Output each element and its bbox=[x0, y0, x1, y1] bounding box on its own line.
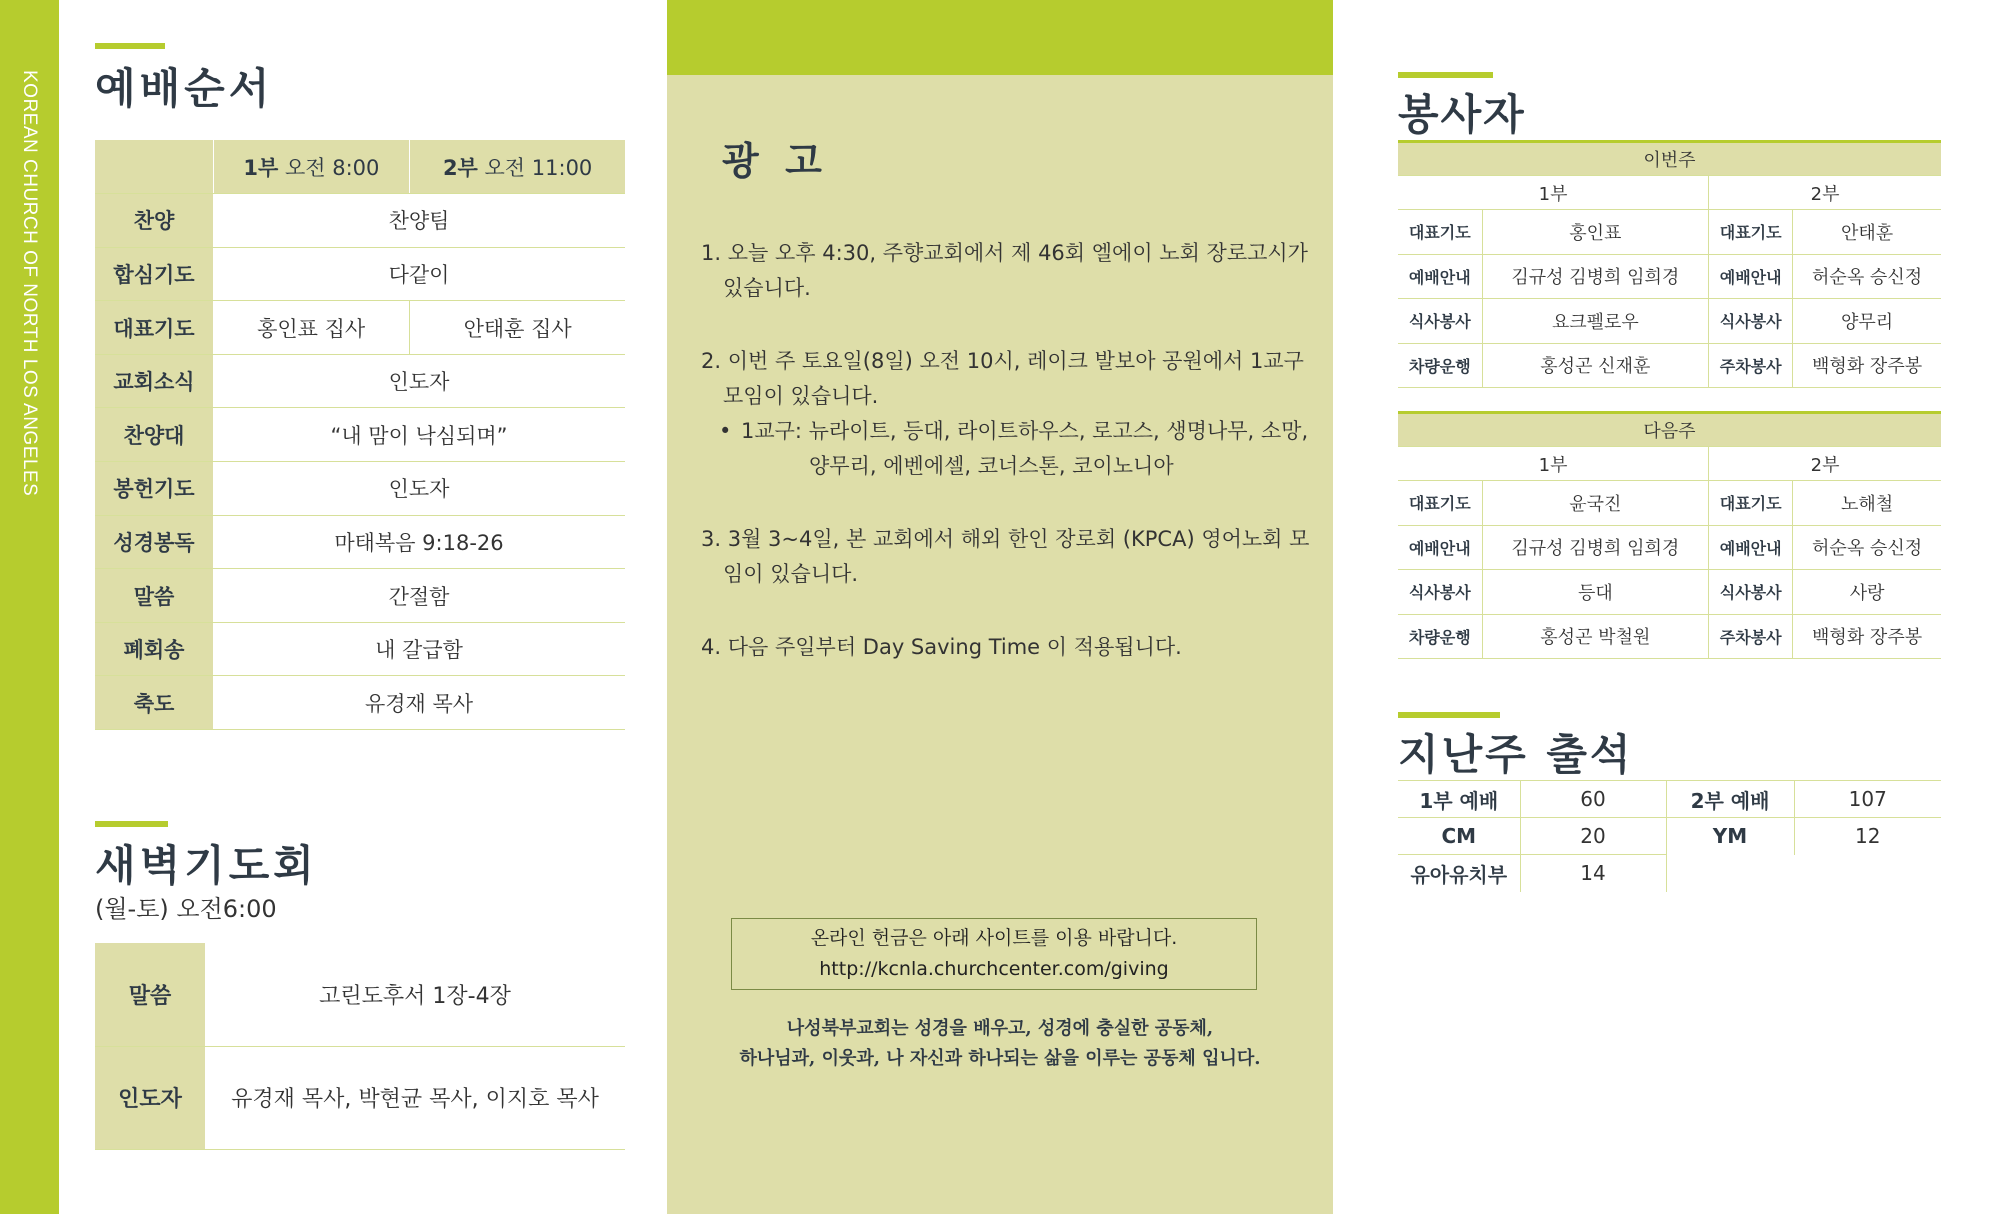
list-item: 2. 이번 주 토요일(8일) 오전 10시, 레이크 발보아 공원에서 1교구 모임이 있습니다. bbox=[701, 349, 1304, 408]
accent-line bbox=[95, 43, 165, 49]
attendance-title: 지난주 출석 bbox=[1398, 730, 1634, 779]
table-row bbox=[1398, 343, 1941, 388]
role-label: 주차봉사 bbox=[1709, 343, 1793, 388]
header-part2: 2부 오전 11:00 bbox=[410, 140, 625, 194]
role-label: 예배안내 bbox=[1398, 254, 1482, 299]
online-giving-box bbox=[731, 918, 1257, 990]
row-value: “내 맘이 낙심되며” bbox=[213, 408, 625, 462]
dawn-prayer-table bbox=[95, 943, 625, 1150]
banner-row bbox=[1398, 142, 1941, 176]
row-label: 말씀 bbox=[95, 569, 213, 623]
header-empty bbox=[95, 140, 213, 194]
table-row bbox=[95, 194, 625, 248]
table-row bbox=[95, 354, 625, 408]
table-header-row bbox=[95, 140, 625, 194]
giving-link[interactable]: http://kcnla.churchcenter.com/giving bbox=[819, 958, 1169, 980]
table-row bbox=[1398, 525, 1941, 570]
row-value: 유경재 목사 bbox=[213, 676, 625, 730]
volunteer-name: 노해철 bbox=[1793, 481, 1941, 526]
row-value: 고린도후서 1장-4장 bbox=[205, 943, 625, 1046]
church-name-vertical: KOREAN CHURCH OF NORTH LOS ANGELES bbox=[19, 70, 40, 497]
table-row bbox=[95, 569, 625, 623]
role-label: 대표기도 bbox=[1398, 481, 1482, 526]
row-value: 인도자 bbox=[213, 462, 625, 516]
announcement-panel bbox=[667, 0, 1333, 1214]
list-item: 4. 다음 주일부터 Day Saving Time 이 적용됩니다. bbox=[701, 635, 1182, 659]
announcement-list bbox=[701, 236, 1311, 703]
volunteer-name: 백형화 장주봉 bbox=[1793, 614, 1941, 659]
volunteer-name: 허순옥 승신정 bbox=[1793, 525, 1941, 570]
attendance-count: 12 bbox=[1794, 818, 1941, 855]
table-row bbox=[95, 622, 625, 676]
table-row bbox=[1398, 818, 1941, 855]
list-subitem bbox=[701, 414, 1311, 484]
table-row bbox=[1398, 570, 1941, 615]
role-label: 예배안내 bbox=[1398, 525, 1482, 570]
giving-text: 온라인 헌금은 아래 사이트를 이용 바랍니다. bbox=[810, 927, 1178, 949]
attendance-count: 107 bbox=[1794, 781, 1941, 818]
row-label: 말씀 bbox=[95, 943, 205, 1046]
table-row bbox=[95, 515, 625, 569]
row-label: 합심기도 bbox=[95, 247, 213, 301]
announcement-title: 광 고 bbox=[722, 138, 822, 183]
volunteer-name: 홍성곤 박철원 bbox=[1482, 614, 1709, 659]
role-label: 대표기도 bbox=[1709, 210, 1793, 255]
table-row bbox=[95, 301, 625, 355]
volunteer-name: 윤국진 bbox=[1482, 481, 1709, 526]
volunteer-name: 김규성 김병희 임희경 bbox=[1482, 254, 1709, 299]
accent-line bbox=[1398, 712, 1500, 718]
panel-top-band bbox=[667, 0, 1333, 75]
attendance-count: 60 bbox=[1520, 781, 1666, 818]
row-value: 인도자 bbox=[213, 354, 625, 408]
worship-order-title: 예배순서 bbox=[95, 64, 274, 113]
volunteer-name: 백형화 장주봉 bbox=[1793, 343, 1941, 388]
row-value: 내 갈급함 bbox=[213, 622, 625, 676]
role-label: 식사봉사 bbox=[1398, 299, 1482, 344]
role-label: 차량운행 bbox=[1398, 614, 1482, 659]
accent-line bbox=[1398, 72, 1493, 78]
volunteer-name: 김규성 김병희 임희경 bbox=[1482, 525, 1709, 570]
worship-order-table bbox=[95, 140, 625, 730]
volunteers-next-week-table bbox=[1398, 411, 1941, 659]
volunteer-name: 등대 bbox=[1482, 570, 1709, 615]
week-banner: 다음주 bbox=[1398, 413, 1941, 447]
subitem-line: 양무리, 에벤에셀, 코너스톤, 코이노니아 bbox=[809, 454, 1174, 478]
church-motto bbox=[687, 1014, 1313, 1074]
role-label: 대표기도 bbox=[1398, 210, 1482, 255]
role-label: 차량운행 bbox=[1398, 343, 1482, 388]
role-label: 예배안내 bbox=[1709, 525, 1793, 570]
row-value: 유경재 목사, 박현균 목사, 이지호 목사 bbox=[205, 1046, 625, 1149]
row-label: 교회소식 bbox=[95, 354, 213, 408]
table-row bbox=[1398, 299, 1941, 344]
table-row bbox=[1398, 254, 1941, 299]
volunteer-name: 양무리 bbox=[1793, 299, 1941, 344]
volunteer-name: 안태훈 bbox=[1793, 210, 1941, 255]
table-row bbox=[1398, 781, 1941, 818]
list-item: 1. 오늘 오후 4:30, 주향교회에서 제 46회 엘에이 노회 장로고시가 있습니다. bbox=[701, 241, 1308, 300]
part-row bbox=[1398, 447, 1941, 481]
row-value: 찬양팀 bbox=[213, 194, 625, 248]
dawn-prayer-title: 새벽기도회 bbox=[95, 841, 318, 890]
row-label: 봉헌기도 bbox=[95, 462, 213, 516]
table-row bbox=[95, 943, 625, 1046]
part1-label: 1부 bbox=[1398, 447, 1709, 481]
attendance-label: YM bbox=[1666, 818, 1794, 855]
attendance-count: 14 bbox=[1520, 855, 1666, 892]
part1-label: 1부 bbox=[1398, 176, 1709, 210]
row-value: 마태복음 9:18-26 bbox=[213, 515, 625, 569]
empty-cell bbox=[1794, 855, 1941, 892]
volunteers-this-week-table bbox=[1398, 140, 1941, 388]
row-value: 다같이 bbox=[213, 247, 625, 301]
part2-label: 2부 bbox=[1709, 176, 1941, 210]
empty-cell bbox=[1666, 855, 1794, 892]
table-row bbox=[95, 247, 625, 301]
dawn-prayer-time: (월-토) 오전6:00 bbox=[95, 895, 277, 923]
row-value: 간절함 bbox=[213, 569, 625, 623]
part2-label: 2부 bbox=[1709, 447, 1941, 481]
role-label: 대표기도 bbox=[1709, 481, 1793, 526]
attendance-label: 2부 예배 bbox=[1666, 781, 1794, 818]
row-label: 폐회송 bbox=[95, 622, 213, 676]
volunteer-name: 허순옥 승신정 bbox=[1793, 254, 1941, 299]
table-row bbox=[1398, 855, 1941, 892]
row-value-part1: 홍인표 집사 bbox=[213, 301, 410, 355]
volunteers-title: 봉사자 bbox=[1398, 90, 1526, 139]
attendance-label: 1부 예배 bbox=[1398, 781, 1520, 818]
row-label: 인도자 bbox=[95, 1046, 205, 1149]
row-label: 대표기도 bbox=[95, 301, 213, 355]
accent-line bbox=[95, 821, 168, 827]
attendance-count: 20 bbox=[1520, 818, 1666, 855]
motto-line: 나성북부교회는 성경을 배우고, 성경에 충실한 공동체, bbox=[786, 1018, 1214, 1039]
row-label: 찬양대 bbox=[95, 408, 213, 462]
row-label: 성경봉독 bbox=[95, 515, 213, 569]
table-row bbox=[95, 408, 625, 462]
subitem-line: 1교구: 뉴라이트, 등대, 라이트하우스, 로고스, 생명나무, 소망, bbox=[741, 419, 1309, 443]
volunteer-name: 홍인표 bbox=[1482, 210, 1709, 255]
table-row bbox=[95, 676, 625, 730]
volunteer-name: 사랑 bbox=[1793, 570, 1941, 615]
role-label: 식사봉사 bbox=[1398, 570, 1482, 615]
volunteer-name: 홍성곤 신재훈 bbox=[1482, 343, 1709, 388]
motto-line: 하나님과, 이웃과, 나 자신과 하나되는 삶을 이루는 공동체 입니다. bbox=[739, 1048, 1261, 1069]
attendance-label: CM bbox=[1398, 818, 1520, 855]
role-label: 예배안내 bbox=[1709, 254, 1793, 299]
bullet-icon: • bbox=[719, 419, 732, 443]
role-label: 식사봉사 bbox=[1709, 570, 1793, 615]
list-item: 3. 3월 3~4일, 본 교회에서 해외 한인 장로회 (KPCA) 영어노회 모임이 있습니다. bbox=[701, 527, 1310, 586]
row-value-part2: 안태훈 집사 bbox=[410, 301, 625, 355]
table-row bbox=[1398, 614, 1941, 659]
volunteer-name: 요크펠로우 bbox=[1482, 299, 1709, 344]
attendance-table bbox=[1398, 780, 1941, 892]
banner-row bbox=[1398, 413, 1941, 447]
header-part1: 1부 오전 8:00 bbox=[213, 140, 410, 194]
table-row bbox=[95, 462, 625, 516]
row-label: 축도 bbox=[95, 676, 213, 730]
table-row bbox=[95, 1046, 625, 1149]
table-row bbox=[1398, 210, 1941, 255]
row-label: 찬양 bbox=[95, 194, 213, 248]
role-label: 식사봉사 bbox=[1709, 299, 1793, 344]
part-row bbox=[1398, 176, 1941, 210]
attendance-label: 유아유치부 bbox=[1398, 855, 1520, 892]
week-banner: 이번주 bbox=[1398, 142, 1941, 176]
table-row bbox=[1398, 481, 1941, 526]
role-label: 주차봉사 bbox=[1709, 614, 1793, 659]
